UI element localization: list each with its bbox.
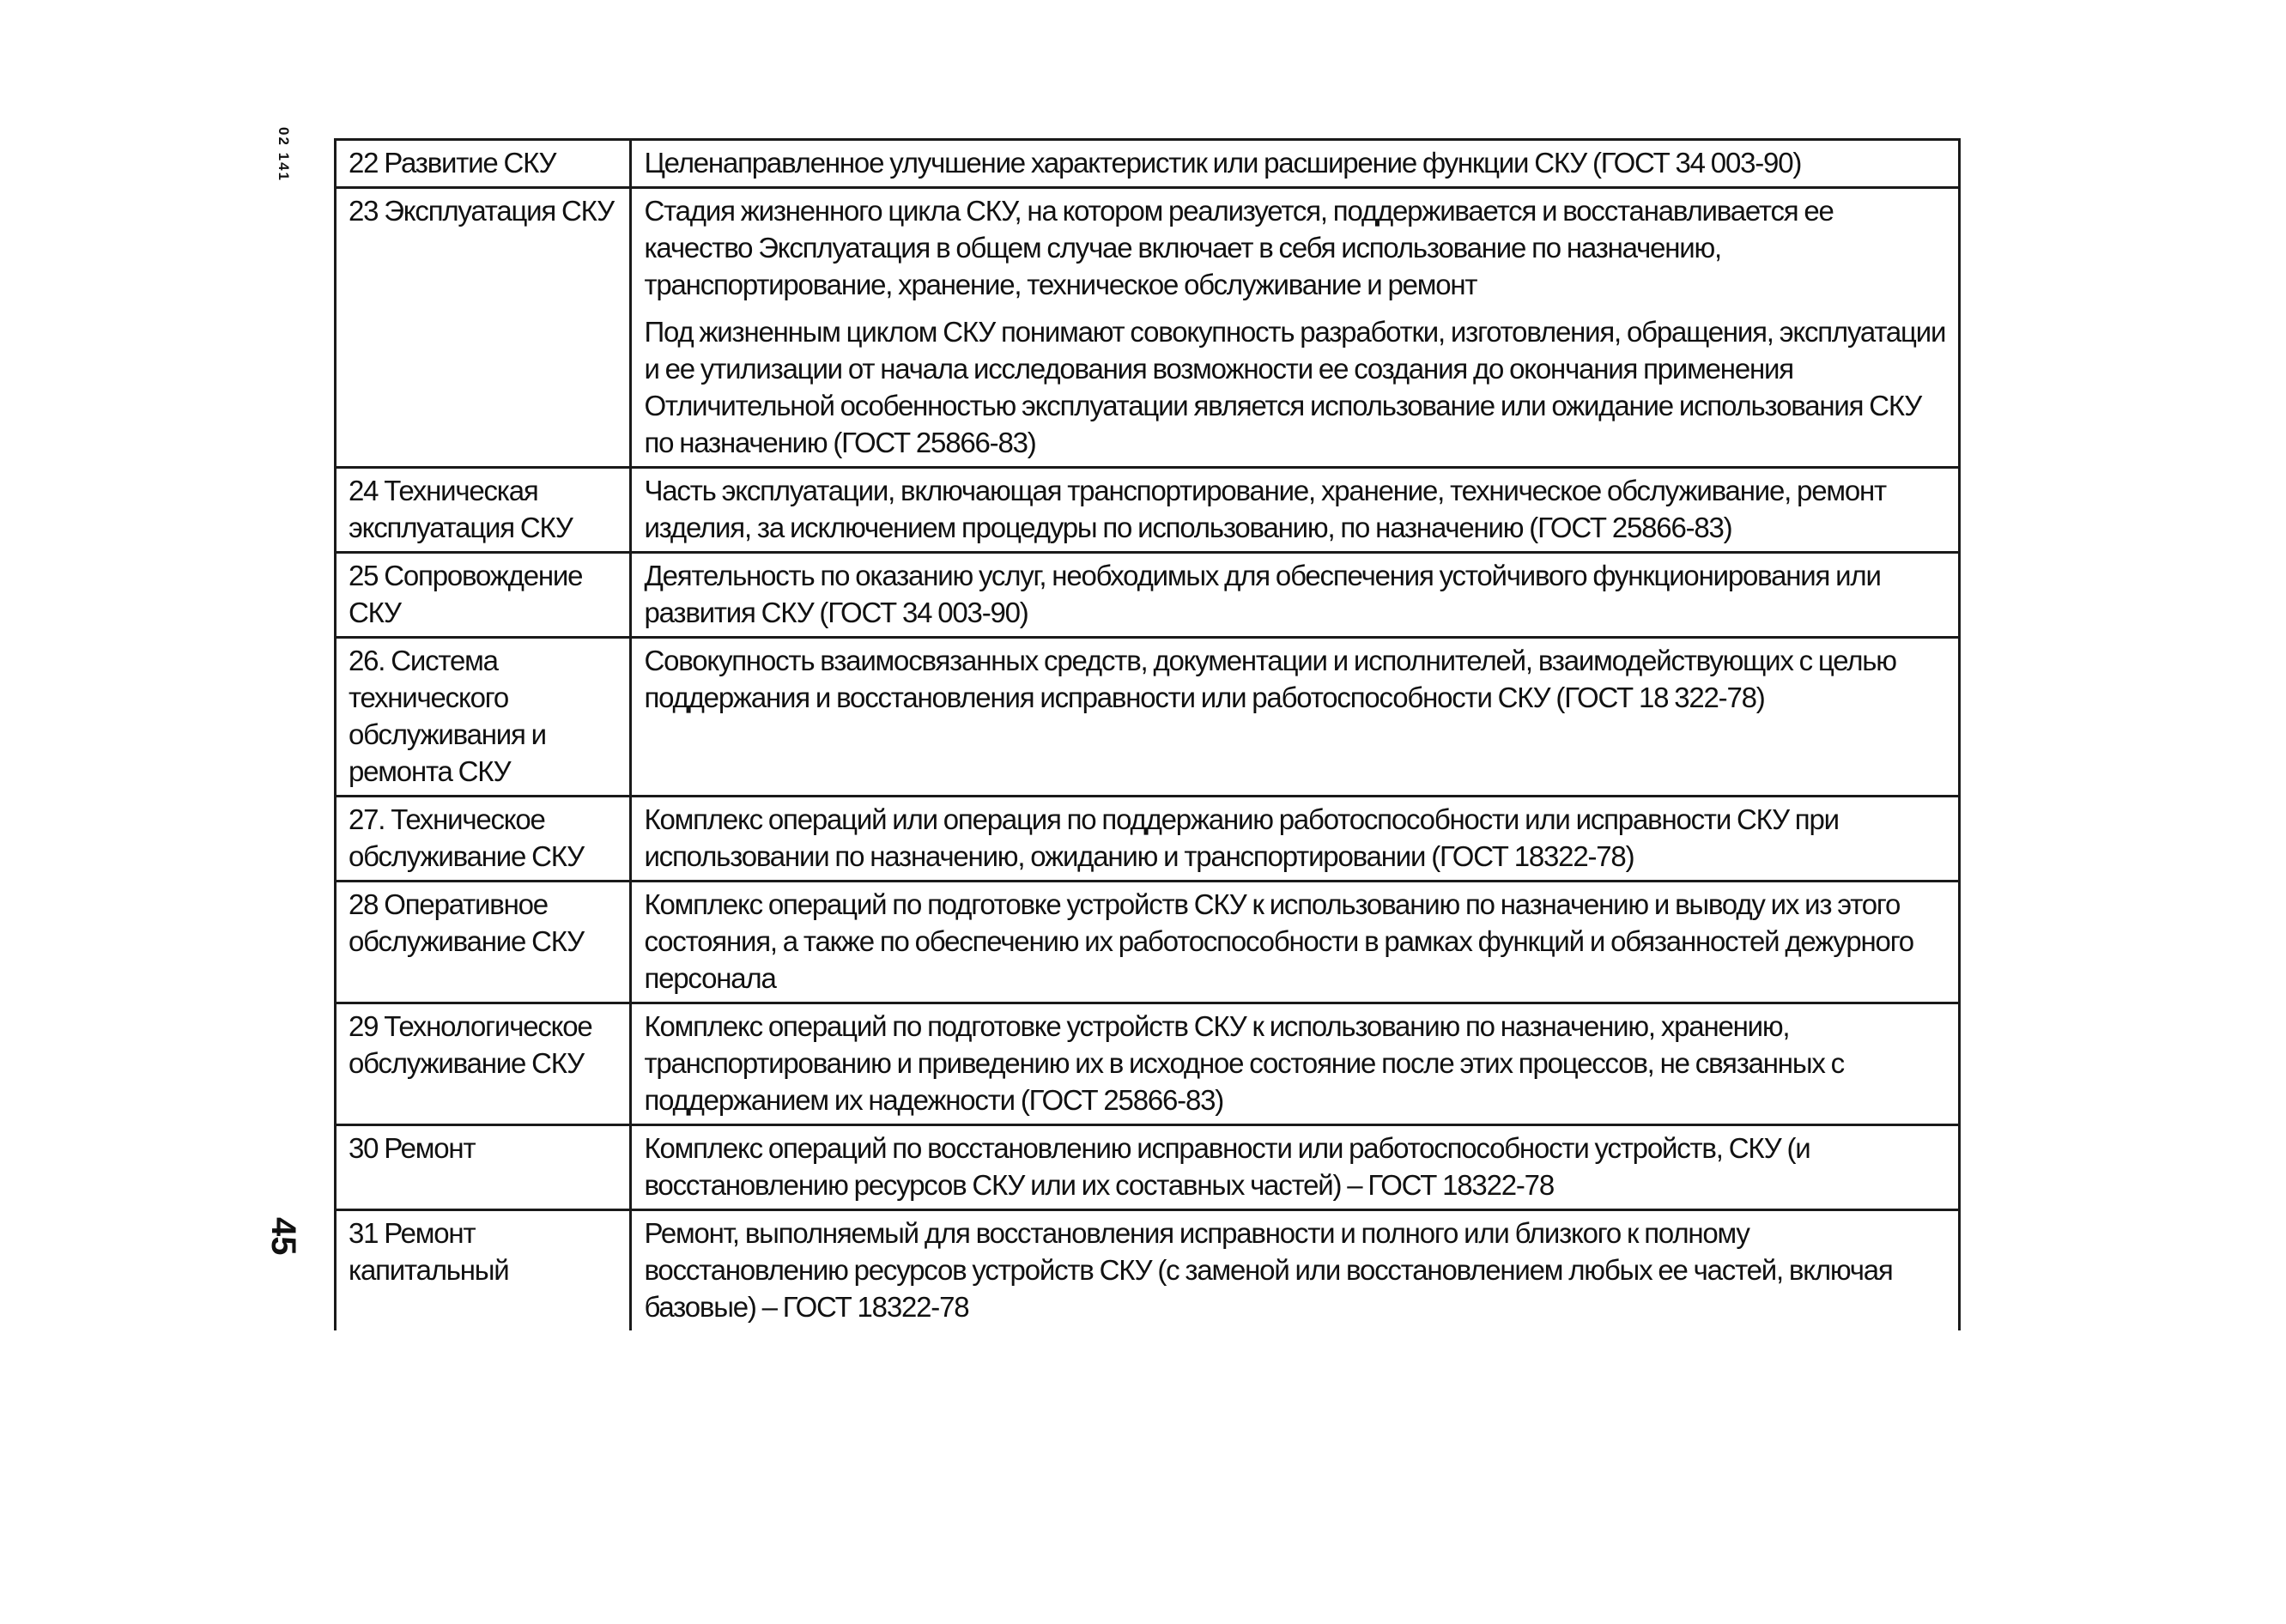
term-cell: 22 Развитие СКУ (336, 140, 631, 188)
definition-cell (631, 1003, 1960, 1125)
definition-paragraph: Комплекс операций по подготовке устройств СКУ к использованию по назначению, хранению, транспортированию и приведению их в исходное состояние после этих процессов, не связанных с поддержанием их надежности (ГОСТ 25866-83) (644, 1010, 1844, 1116)
table-row (336, 188, 1960, 468)
table-row (336, 1003, 1960, 1125)
terms-table (334, 138, 1961, 1330)
table-row (336, 638, 1960, 797)
definition-paragraph: Под жизненным циклом СКУ понимают совокупность разработки, изготовления, обращения, эксплуатации и ее утилизации от начала исследования возможности ее создания до окончания применения Отличительной особенностью эксплуатации является использование или ожидание использования СКУ по назначению (ГОСТ 25866-83) (644, 316, 1946, 458)
document-code: 02 141 (276, 127, 292, 182)
term-cell: 27. Техническое обслуживание СКУ (336, 797, 631, 882)
definition-paragraph: Комплекс операций или операция по поддержанию работоспособности или исправности СКУ при использовании по назначению, ожиданию и транспортировании (ГОСТ 18322-78) (644, 803, 1839, 872)
definition-cell (631, 638, 1960, 797)
term-cell: 29 Технологическое обслуживание СКУ (336, 1003, 631, 1125)
definition-cell (631, 188, 1960, 468)
definition-cell (631, 1210, 1960, 1331)
table-row (336, 1210, 1960, 1331)
table-row (336, 553, 1960, 638)
page-number: 45 (264, 1217, 302, 1256)
terms-table-body (336, 140, 1960, 1331)
definition-cell (631, 468, 1960, 553)
definition-paragraph: Комплекс операций по восстановлению исправности или работоспособности устройств, СКУ (и восстановлению ресурсов СКУ или их составных частей) – ГОСТ 18322-78 (644, 1132, 1810, 1201)
term-cell: 24 Техническая эксплуатация СКУ (336, 468, 631, 553)
definition-paragraph: Целенаправленное улучшение характеристик или расширение функции СКУ (ГОСТ 34 003-90) (644, 147, 1802, 179)
table-row (336, 140, 1960, 188)
term-cell: 30 Ремонт (336, 1125, 631, 1210)
table-row (336, 882, 1960, 1003)
table-row (336, 468, 1960, 553)
definition-paragraph: Ремонт, выполняемый для восстановления исправности и полного или близкого к полному восстановлению ресурсов устройств СКУ (с заменой или восстановлением любых ее частей, включая базовые) – ГОСТ 18322-78 (644, 1217, 1893, 1323)
definition-cell (631, 1125, 1960, 1210)
term-cell: 31 Ремонт капитальный (336, 1210, 631, 1331)
table-row (336, 1125, 1960, 1210)
definition-cell (631, 140, 1960, 188)
definition-paragraph: Стадия жизненного цикла СКУ, на котором реализуется, поддерживается и восстанавливается ее качество Эксплуатация в общем случае включает в себя использование по назначению, транспортирование, хранение, техническое обслуживание и ремонт (644, 195, 1834, 300)
definition-cell (631, 882, 1960, 1003)
definition-paragraph: Совокупность взаимосвязанных средств, документации и исполнителей, взаимодействующих с целью поддержания и восстановления исправности или работоспособности СКУ (ГОСТ 18 322-78) (644, 645, 1896, 713)
definition-cell (631, 553, 1960, 638)
term-cell: 25 Сопровождение СКУ (336, 553, 631, 638)
term-cell: 28 Оперативное обслуживание СКУ (336, 882, 631, 1003)
definition-cell (631, 797, 1960, 882)
table-row (336, 797, 1960, 882)
definition-paragraph: Деятельность по оказанию услуг, необходимых для обеспечения устойчивого функционирования или развития СКУ (ГОСТ 34 003-90) (644, 560, 1881, 628)
term-cell: 23 Эксплуатация СКУ (336, 188, 631, 468)
definition-paragraph: Часть эксплуатации, включающая транспортирование, хранение, техническое обслуживание, ремонт изделия, за исключением процедуры по использованию, по назначению (ГОСТ 25866-83) (644, 475, 1886, 543)
term-cell: 26. Система технического обслуживания и ремонта СКУ (336, 638, 631, 797)
definition-paragraph: Комплекс операций по подготовке устройств СКУ к использованию по назначению и выводу их из этого состояния, а также по обеспечению их работоспособности в рамках функций и обязанностей дежурного персонала (644, 888, 1913, 994)
